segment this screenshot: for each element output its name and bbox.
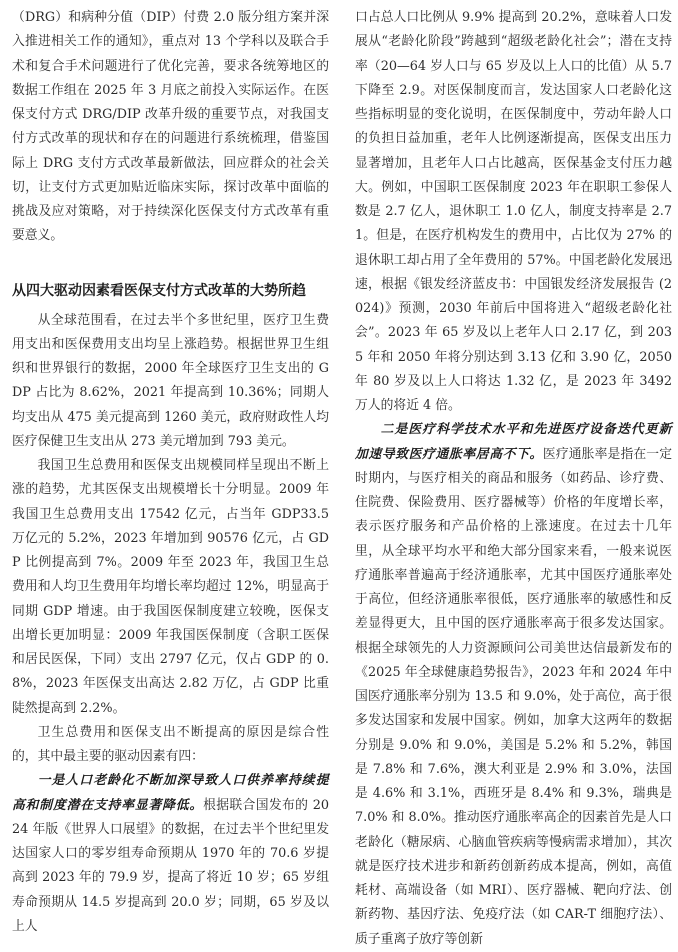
paragraph-aging-driver <box>12 769 329 939</box>
intro-paragraph: （DRG）和病种分值（DIP）付费 2.0 版分组方案并深入推进相关工作的通知》，重点对 13 个学科以及联合手术和复合手术问题进行了优化完善，要求各统筹地区的数据工作组在 2025 年 3 月底之前投入实际运作。在医保支付方式 DRG/DIP 改革升级的重要节点，对我国支付方式改革的现状和存在的问题进行系统梳理，借鉴国际上 DRG 支付方式改革最新做法，回应群众的社会关切，让支付方式更加贴近临床实际，探讨改革中面临的挑战及应对策略，对于持续深化医保支付方式改革有重要意义。 <box>12 10 329 244</box>
paragraph-global-spending: 从全球范围看，在过去半个多世纪里，医疗卫生费用支出和医保费用支出均呈上涨趋势。根据世界卫生组织和世界银行的数据，2000 年全球医疗卫生支出的 GDP 占比为 8.62%，2021 年提高到 10.36%；同期人均支出从 475 美元提高到 1260 美元，政府财政性人均医疗保健卫生支出从 273 美元增加到 793 美元。 <box>12 312 329 449</box>
paragraph-china-spending: 我国卫生总费用和医保支出规模同样呈现出不断上涨的趋势，尤其医保支出规模增长十分明显。2009 年我国卫生总费用支出 17542 亿元，占当年 GDP33.5 万亿元的 5.2%，2023 年增加到 90576 亿元，占 GDP 比例提高到 7%。2009 年至 2023 年，我国卫生总费用和人均卫生费用年均增长率均超过 12%，明显高于同期 GDP 增速。由于我国医保制度建立较晚，医保支出增长更加明显：2009 年我国医保制度（含职工医保和居民医保，下同）支出 2797 亿元，仅占 GDP 的 0.8%，2023 年医保支出高达 2.82 万亿，占 GDP 比重陡然提高到 2.2%。 <box>12 458 329 716</box>
paragraph-aging-continued: 口占总人口比例从 9.9% 提高到 20.2%，意味着人口发展从“老龄化阶段”跨越到“超级老龄化社会”；潜在支持率（20—64 岁人口与 65 岁及以上人口的比值）从 5.7 下降至 2.9。对医保制度而言，发达国家人口老龄化这些指标明显的变化说明，在医保制度中，劳动年龄人口的负担日益加重，老年人比例逐渐提高，医保支出压力显著增加，且老年人口占比越高，医保基金支付压力越大。例如，中国职工医保制度 2023 年在职职工参保人数是 2.7 亿人，退休职工 1.0 亿人，制度支持率是 2.71。但是，在医疗机构发生的费用中，占比仅为 27% 的退休职工却占用了全年费用的 57%。中国老龄化发展迅速，根据《银发经济蓝皮书：中国银发经济发展报告 (2024)》预测，2030 年前后中国将进入“超级老龄化社会”。2023 年 65 岁及以上老年人口 2.17 亿，到 2035 年和 2050 年将分别达到 3.13 亿和 3.90 亿，2050 年 80 岁及以上人口将达 1.32 亿，是 2023 年 3492 万人的将近 4 倍。 <box>355 10 672 413</box>
paragraph-drivers-intro: 卫生总费用和医保支出不断提高的原因是综合性的，其中最主要的驱动因素有四： <box>12 724 329 764</box>
medical-inflation-text: 医疗通胀率是指在一定时期内，与医疗相关的商品和服务（如药品、诊疗费、住院费、保险费用、医疗器械等）价格的年度增长率，表示医疗服务和产品价格的上涨速度。在过去十几年里，从全球平均水平和绝大部分国家来看，一般来说医疗通胀率普遍高于经济通胀率，尤其中国医疗通胀率处于高位，但经济通胀率很低，医疗通胀率的敏感性和反差显得更大，且中国的医疗通胀率高于很多发达国家。根据全球领先的人力资源顾问公司美世达信最新发布的《2025 年全球健康趋势报告》，2023 年和 2024 年中国医疗通胀率分别为 13.5 和 9.0%，处于高位，高于很多发达国家和发展中国家。例如，加拿大这两年的数据分别是 9.0% 和 9.0%，美国是 5.2% 和 5.2%，韩国是 7.8% 和 7.6%，澳大利亚是 2.9% 和 3.0%，法国是 4.6% 和 3.1%，西班牙是 8.4% 和 9.3%，瑞典是 7.0% 和 8.0%。推动医疗通胀率高企的因素首先是人口老龄化（糖尿病、心脑血管疾病等慢病需求增加），其次就是医疗技术进步和新药创新药成本提高，例如，高值耗材、高端设备（如 MRI）、医疗器械、靶向疗法、创新药物、基因疗法、免疫疗法（如 CAR-T 细胞疗法）、质子重离子放疗等创新 <box>355 446 672 947</box>
left-column <box>12 6 329 939</box>
paragraph-medical-inflation-driver <box>355 418 672 952</box>
medical-inflation-lead: 二是医疗科学技术水平和先进医疗设备迭代更新加速导致医疗通胀率居高不下。 <box>355 422 672 462</box>
aging-driver-lead: 一是人口老龄化不断加深导致人口供养率持续提高和制度潜在支持率显著降低。 <box>12 773 329 813</box>
right-column <box>355 6 672 952</box>
section-heading: 从四大驱动因素看医保支付方式改革的大势所趋 <box>12 282 306 299</box>
aging-driver-text: 根据联合国发布的 2024 年版《世界人口展望》的数据，在过去半个世纪里发达国家人口的零岁组寿命预期从 1970 年的 70.6 岁提高到 2023 年的 79.9 岁，提高了将近 10 岁；65 岁组寿命预期从 14.5 岁提高到 20.0 岁；同期，65 岁及以上人 <box>12 797 329 934</box>
